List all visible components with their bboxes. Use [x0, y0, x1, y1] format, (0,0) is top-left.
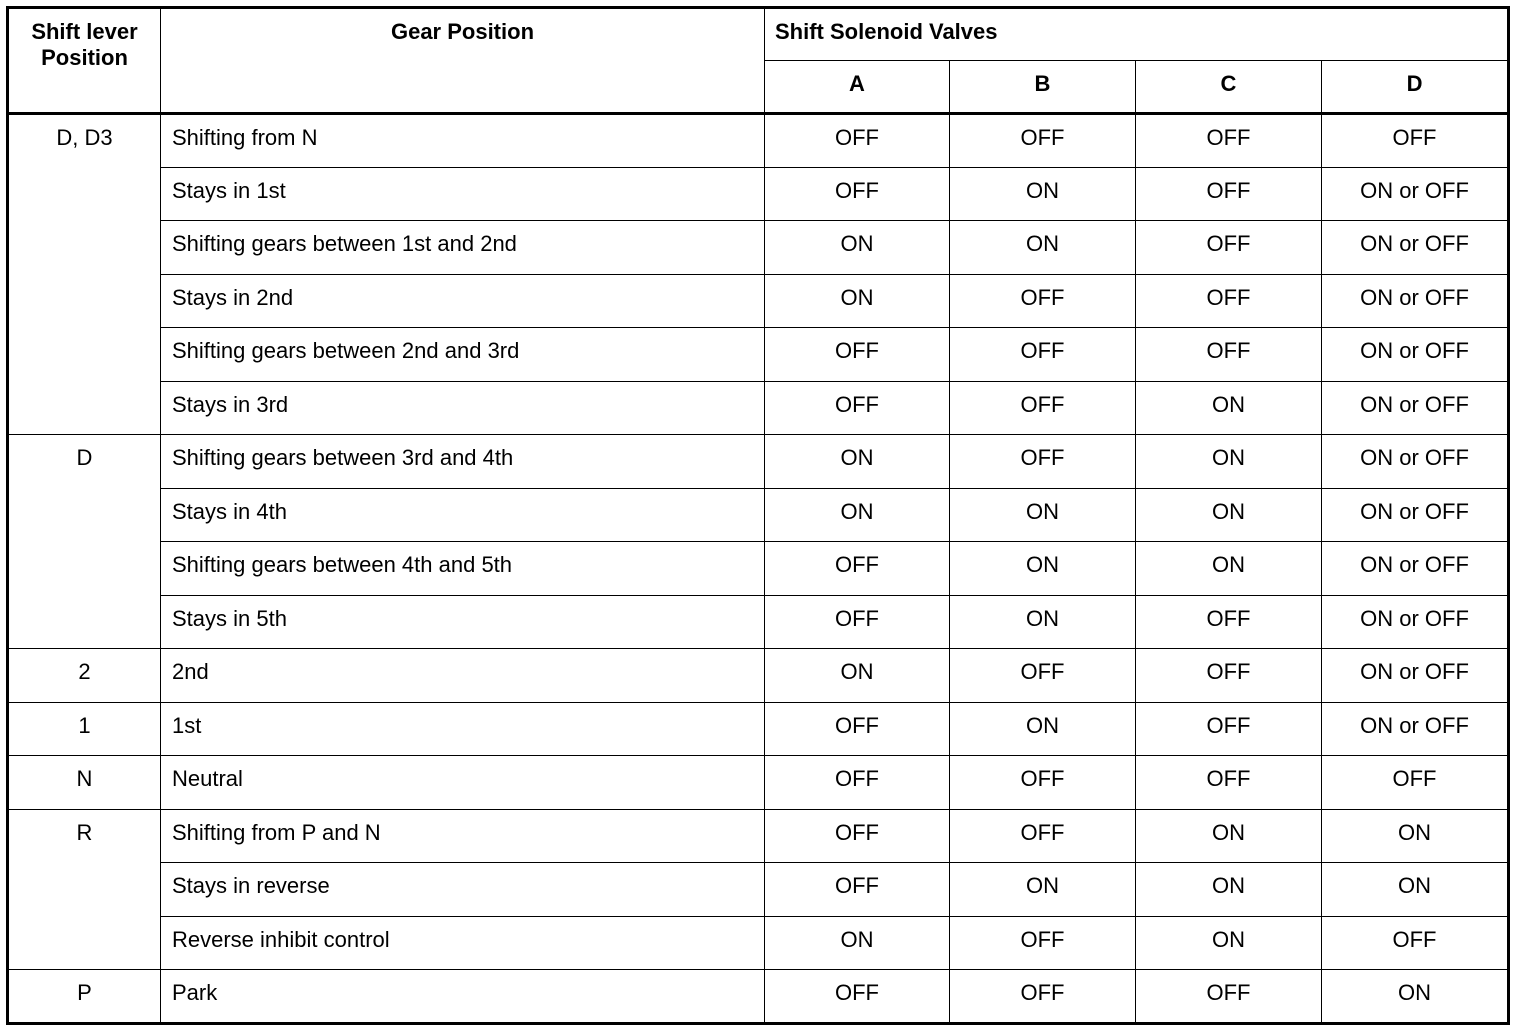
valve-b-state-cell: OFF — [950, 649, 1136, 703]
valve-a-state-cell: ON — [765, 916, 950, 970]
valve-a-state-cell: OFF — [765, 809, 950, 863]
header-valve-d: D — [1322, 61, 1509, 114]
valve-a-state-cell: OFF — [765, 542, 950, 596]
valve-c-state-cell: OFF — [1136, 970, 1322, 1024]
valve-b-state-cell: ON — [950, 702, 1136, 756]
gear-position-cell: Stays in reverse — [161, 863, 765, 917]
valve-c-state-cell: OFF — [1136, 595, 1322, 649]
valve-c-state-cell: OFF — [1136, 649, 1322, 703]
gear-position-cell: Shifting from N — [161, 114, 765, 168]
table-row — [8, 809, 1509, 863]
valve-b-state-cell: OFF — [950, 916, 1136, 970]
table-row — [8, 595, 1509, 649]
gear-position-cell: Shifting gears between 1st and 2nd — [161, 221, 765, 275]
table-row — [8, 488, 1509, 542]
shift-lever-cell: N — [8, 756, 161, 810]
header-valve-a: A — [765, 61, 950, 114]
table-row — [8, 970, 1509, 1024]
gear-position-cell: Stays in 5th — [161, 595, 765, 649]
gear-position-cell: Shifting gears between 4th and 5th — [161, 542, 765, 596]
valve-d-state-cell: ON — [1322, 970, 1509, 1024]
valve-c-state-cell: ON — [1136, 381, 1322, 435]
header-valve-c: C — [1136, 61, 1322, 114]
solenoid-valve-table — [6, 6, 1510, 1025]
valve-d-state-cell: ON or OFF — [1322, 488, 1509, 542]
shift-lever-cell: P — [8, 970, 161, 1024]
valve-a-state-cell: OFF — [765, 167, 950, 221]
valve-a-state-cell: ON — [765, 488, 950, 542]
valve-a-state-cell: OFF — [765, 114, 950, 168]
gear-position-cell: Stays in 3rd — [161, 381, 765, 435]
gear-position-cell: Neutral — [161, 756, 765, 810]
valve-d-state-cell: ON or OFF — [1322, 649, 1509, 703]
valve-b-state-cell: ON — [950, 167, 1136, 221]
valve-c-state-cell: ON — [1136, 435, 1322, 489]
valve-c-state-cell: OFF — [1136, 221, 1322, 275]
header-valve-b: B — [950, 61, 1136, 114]
valve-b-state-cell: ON — [950, 595, 1136, 649]
valve-c-state-cell: ON — [1136, 809, 1322, 863]
valve-b-state-cell: OFF — [950, 435, 1136, 489]
shift-lever-cell: D, D3 — [8, 114, 161, 435]
valve-c-state-cell: OFF — [1136, 756, 1322, 810]
table-row — [8, 381, 1509, 435]
valve-d-state-cell: ON or OFF — [1322, 381, 1509, 435]
gear-position-cell: Stays in 1st — [161, 167, 765, 221]
valve-c-state-cell: OFF — [1136, 114, 1322, 168]
valve-b-state-cell: OFF — [950, 756, 1136, 810]
valve-a-state-cell: OFF — [765, 595, 950, 649]
table-body — [8, 114, 1509, 1024]
valve-d-state-cell: ON or OFF — [1322, 702, 1509, 756]
gear-position-cell: Shifting gears between 3rd and 4th — [161, 435, 765, 489]
valve-a-state-cell: OFF — [765, 756, 950, 810]
gear-position-cell: Shifting from P and N — [161, 809, 765, 863]
gear-position-cell: Shifting gears between 2nd and 3rd — [161, 328, 765, 382]
valve-d-state-cell: OFF — [1322, 756, 1509, 810]
gear-position-cell: Stays in 2nd — [161, 274, 765, 328]
gear-position-cell: 2nd — [161, 649, 765, 703]
gear-position-cell: 1st — [161, 702, 765, 756]
valve-a-state-cell: OFF — [765, 381, 950, 435]
valve-b-state-cell: OFF — [950, 809, 1136, 863]
table-row — [8, 916, 1509, 970]
gear-position-cell: Reverse inhibit control — [161, 916, 765, 970]
table-row — [8, 221, 1509, 275]
header-shift-solenoid-valves: Shift Solenoid Valves — [765, 8, 1509, 61]
valve-b-state-cell: ON — [950, 221, 1136, 275]
table-row — [8, 542, 1509, 596]
valve-c-state-cell: ON — [1136, 916, 1322, 970]
valve-b-state-cell: ON — [950, 863, 1136, 917]
valve-a-state-cell: OFF — [765, 863, 950, 917]
valve-d-state-cell: ON or OFF — [1322, 435, 1509, 489]
valve-d-state-cell: ON or OFF — [1322, 328, 1509, 382]
valve-a-state-cell: ON — [765, 649, 950, 703]
valve-d-state-cell: ON — [1322, 863, 1509, 917]
valve-c-state-cell: ON — [1136, 863, 1322, 917]
table-row — [8, 702, 1509, 756]
table-row — [8, 167, 1509, 221]
valve-c-state-cell: OFF — [1136, 274, 1322, 328]
gear-position-cell: Stays in 4th — [161, 488, 765, 542]
header-gear-position: Gear Position — [161, 8, 765, 114]
gear-position-cell: Park — [161, 970, 765, 1024]
table-row — [8, 435, 1509, 489]
valve-b-state-cell: OFF — [950, 328, 1136, 382]
valve-d-state-cell: ON or OFF — [1322, 167, 1509, 221]
table-row — [8, 863, 1509, 917]
valve-d-state-cell: ON — [1322, 809, 1509, 863]
valve-a-state-cell: ON — [765, 274, 950, 328]
shift-lever-cell: R — [8, 809, 161, 970]
valve-c-state-cell: OFF — [1136, 167, 1322, 221]
valve-c-state-cell: ON — [1136, 488, 1322, 542]
valve-d-state-cell: ON or OFF — [1322, 274, 1509, 328]
header-shift-lever: Shift lever Position — [8, 8, 161, 114]
valve-b-state-cell: OFF — [950, 970, 1136, 1024]
valve-b-state-cell: OFF — [950, 114, 1136, 168]
shift-lever-cell: 1 — [8, 702, 161, 756]
valve-b-state-cell: OFF — [950, 381, 1136, 435]
valve-a-state-cell: ON — [765, 435, 950, 489]
valve-a-state-cell: OFF — [765, 328, 950, 382]
valve-a-state-cell: OFF — [765, 970, 950, 1024]
shift-lever-cell: D — [8, 435, 161, 649]
valve-b-state-cell: OFF — [950, 274, 1136, 328]
valve-c-state-cell: ON — [1136, 542, 1322, 596]
table-row — [8, 114, 1509, 168]
table-row — [8, 328, 1509, 382]
valve-d-state-cell: ON or OFF — [1322, 542, 1509, 596]
valve-d-state-cell: ON or OFF — [1322, 221, 1509, 275]
valve-b-state-cell: ON — [950, 542, 1136, 596]
valve-c-state-cell: OFF — [1136, 328, 1322, 382]
table-row — [8, 649, 1509, 703]
valve-a-state-cell: OFF — [765, 702, 950, 756]
table-row — [8, 756, 1509, 810]
valve-d-state-cell: OFF — [1322, 916, 1509, 970]
table-row — [8, 274, 1509, 328]
valve-d-state-cell: ON or OFF — [1322, 595, 1509, 649]
valve-a-state-cell: ON — [765, 221, 950, 275]
shift-lever-cell: 2 — [8, 649, 161, 703]
valve-d-state-cell: OFF — [1322, 114, 1509, 168]
valve-b-state-cell: ON — [950, 488, 1136, 542]
valve-c-state-cell: OFF — [1136, 702, 1322, 756]
